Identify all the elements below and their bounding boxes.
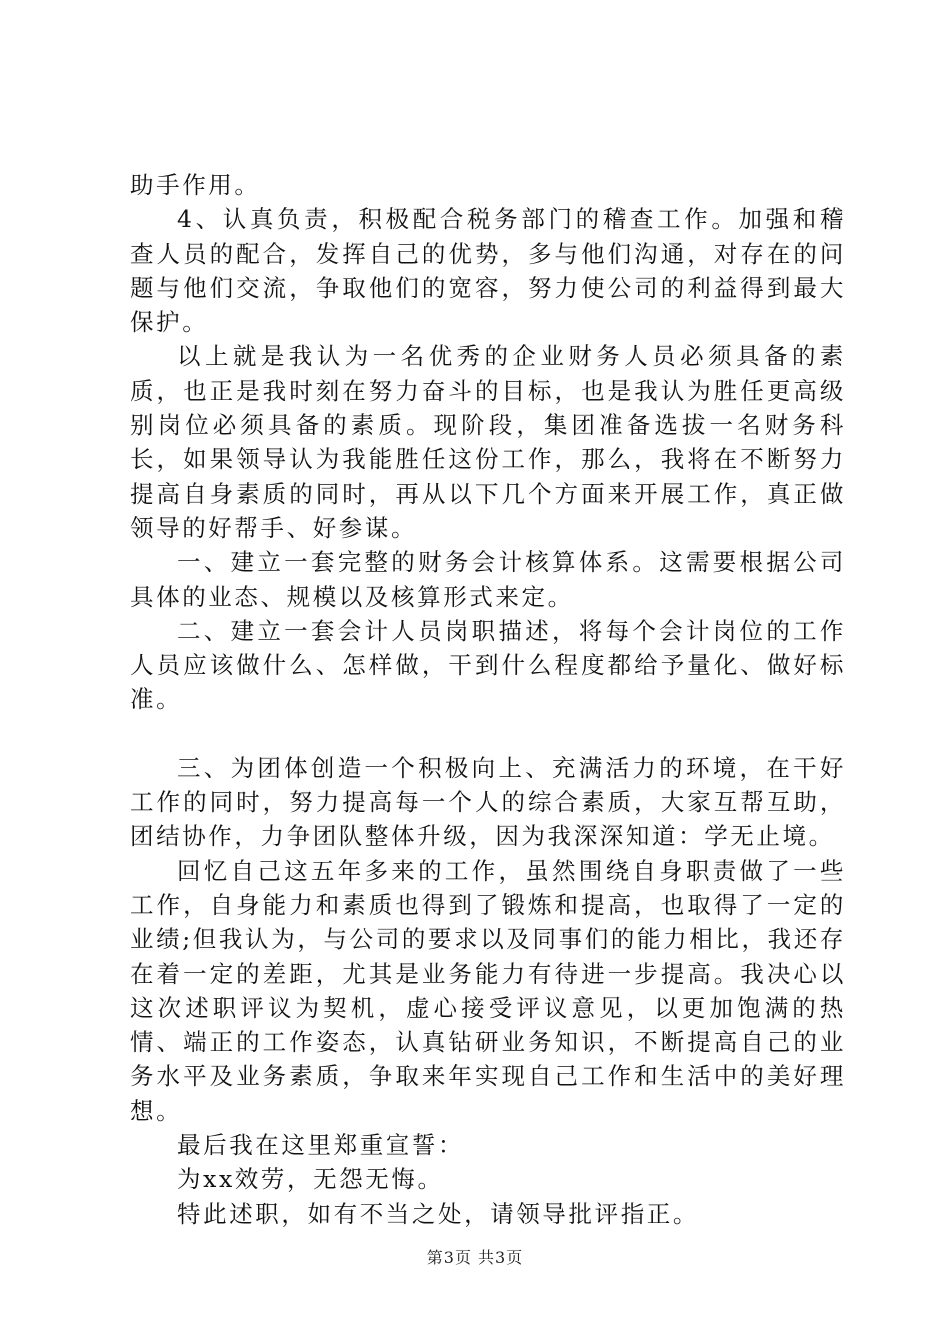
document-body: [130, 168, 846, 1231]
paragraph-plan-three: 三、为团体创造一个积极向上、充满活力的环境，在干好工作的同时，努力提高每一个人的综合素质，大家互帮互助，团结协作，力争团队整体升级，因为我深深知道：学无止境。: [130, 753, 846, 851]
paragraph-qualities-summary: 以上就是我认为一名优秀的企业财务人员必须具备的素质，也正是我时刻在努力奋斗的目标，也是我认为胜任更高级别岗位必须具备的素质。现阶段，集团准备选拔一名财务科长，如果领导认为我能胜任这份工作，那么，我将在不断努力提高自身素质的同时，再从以下几个方面来开展工作，真正做领导的好帮手、好参谋。: [130, 342, 846, 542]
paragraph-plan-two: 二、建立一套会计人员岗职描述，将每个会计岗位的工作人员应该做什么、怎样做，干到什么程度都给予量化、做好标准。: [130, 616, 846, 714]
paragraph-oath-intro: 最后我在这里郑重宣誓：: [177, 1131, 465, 1160]
page-number-footer: 第3页 共3页: [426, 1248, 524, 1267]
paragraph-continuation: 助手作用。: [130, 171, 261, 199]
paragraph-review: 回忆自己这五年多来的工作，虽然围绕自身职责做了一些工作，自身能力和素质也得到了锻炼和提高，也取得了一定的业绩;但我认为，与公司的要求以及同事们的能力相比，我还存在着一定的差距，尤其是业务能力有待进一步提高。我决心以这次述职评议为契机，虚心接受评议意见，以更加饱满的热情、端正的工作姿态，认真钻研业务知识，不断提高自己的业务水平及业务素质，争取来年实现自己工作和生活中的美好理想。: [130, 856, 846, 1125]
paragraph-oath: 为xx效劳，无怨无悔。: [177, 1165, 444, 1194]
paragraph-tax-cooperation: 4、认真负责，积极配合税务部门的稽查工作。加强和稽查人员的配合，发挥自己的优势，多与他们沟通，对存在的问题与他们交流，争取他们的宽容，努力使公司的利益得到最大保护。: [130, 205, 846, 337]
paragraph-plan-one: 一、建立一套完整的财务会计核算体系。这需要根据公司具体的业态、规模以及核算形式来定。: [130, 548, 846, 611]
paragraph-closing: 特此述职，如有不当之处，请领导批评指正。: [177, 1199, 699, 1228]
